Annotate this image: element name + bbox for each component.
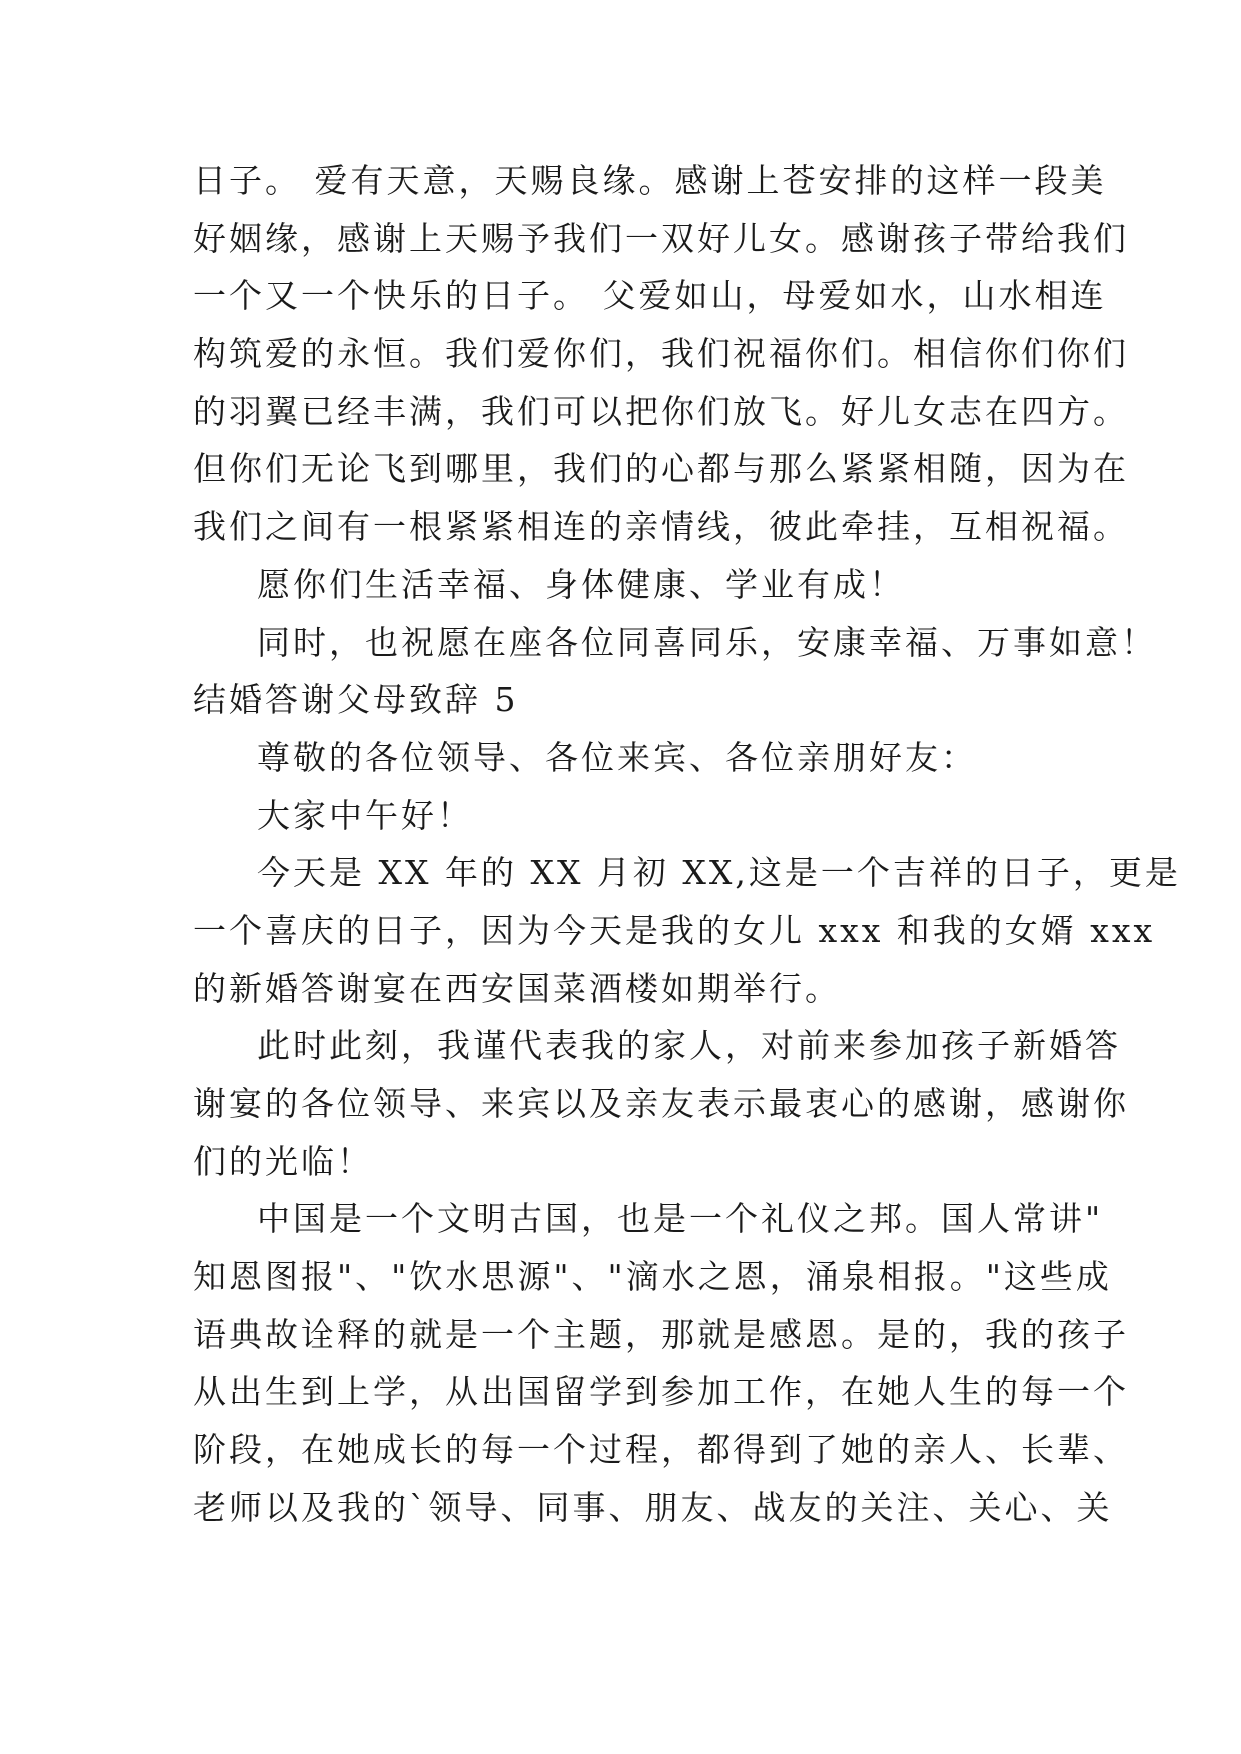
- text-line: 尊敬的各位领导、各位来宾、各位亲朋好友：: [257, 737, 977, 777]
- text-line: 结婚答谢父母致辞 5: [193, 680, 519, 720]
- text-line: 好姻缘，感谢上天赐予我们一双好儿女。感谢孩子带给我们: [193, 218, 1129, 258]
- text-line: 愿你们生活幸福、身体健康、学业有成！: [257, 564, 905, 604]
- text-line: 们的光临！: [193, 1141, 373, 1181]
- text-line: 从出生到上学，从出国留学到参加工作，在她人生的每一个: [193, 1372, 1129, 1412]
- text-line: 语典故诠释的就是一个主题，那就是感恩。是的，我的孩子: [193, 1314, 1129, 1354]
- text-line: 同时，也祝愿在座各位同喜同乐，安康幸福、万事如意！: [257, 622, 1157, 662]
- text-line: 阶段，在她成长的每一个过程，都得到了她的亲人、长辈、: [193, 1430, 1129, 1470]
- text-line: 的羽翼已经丰满，我们可以把你们放飞。好儿女志在四方。: [193, 391, 1129, 431]
- text-line: 中国是一个文明古国，也是一个礼仪之邦。国人常讲": [257, 1199, 1104, 1239]
- text-line: 此时此刻，我谨代表我的家人，对前来参加孩子新婚答: [257, 1026, 1121, 1066]
- text-line: 一个喜庆的日子，因为今天是我的女儿 xxx 和我的女婿 xxx: [193, 910, 1156, 950]
- text-line: 老师以及我的`领导、同事、朋友、战友的关注、关心、关: [193, 1487, 1113, 1527]
- text-line: 谢宴的各位领导、来宾以及亲友表示最衷心的感谢，感谢你: [193, 1084, 1129, 1123]
- text-line: 日子。 爱有天意，天赐良缘。感谢上苍安排的这样一段美: [193, 161, 1107, 200]
- text-line: 我们之间有一根紧紧相连的亲情线，彼此牵挂，互相祝福。: [193, 507, 1129, 547]
- text-line: 构筑爱的永恒。我们爱你们，我们祝福你们。相信你们你们: [193, 334, 1129, 374]
- text-line: 今天是 XX 年的 XX 月初 XX,这是一个吉祥的日子，更是: [257, 853, 1181, 893]
- text-line: 一个又一个快乐的日子。 父爱如山，母爱如水，山水相连: [193, 276, 1107, 316]
- text-line: 但你们无论飞到哪里，我们的心都与那么紧紧相随，因为在: [193, 449, 1129, 489]
- text-line: 的新婚答谢宴在西安国菜酒楼如期举行。: [193, 968, 841, 1008]
- body-text: [193, 152, 1181, 1537]
- text-line: 大家中午好！: [257, 795, 473, 835]
- text-line: 知恩图报"、"饮水思源"、"滴水之恩，涌泉相报。"这些成: [193, 1257, 1112, 1297]
